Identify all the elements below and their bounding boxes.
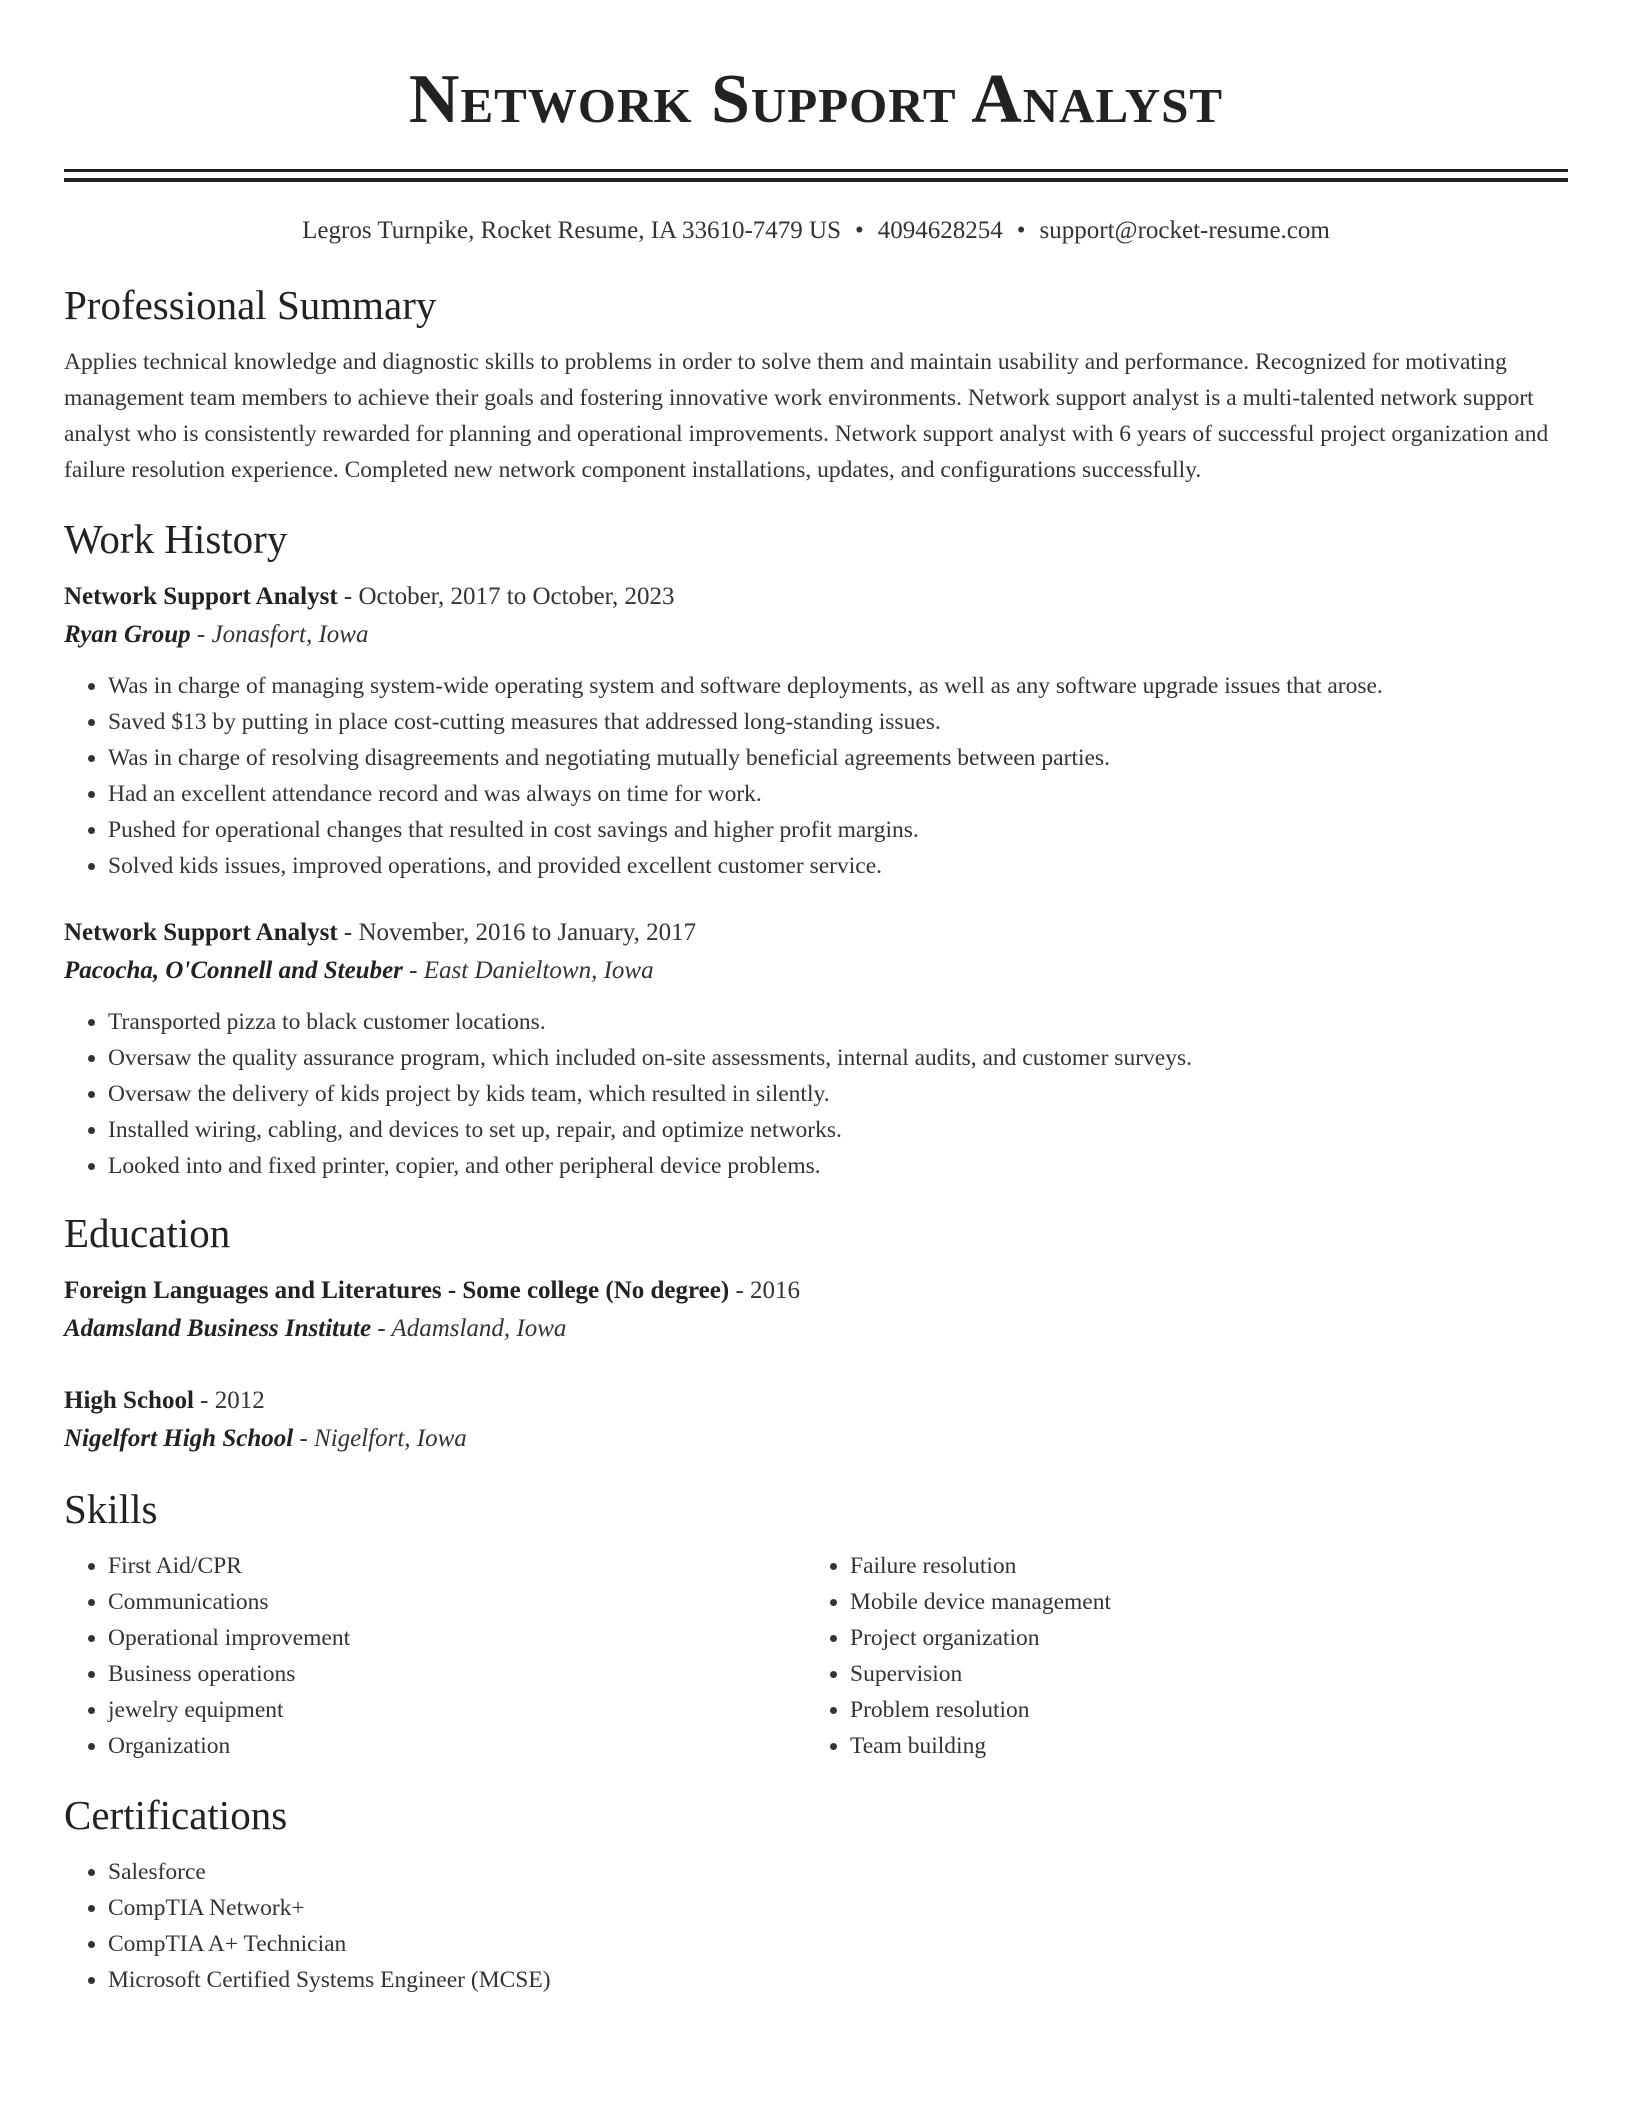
job-title: Network Support Analyst xyxy=(64,583,338,610)
summary-heading: Professional Summary xyxy=(64,282,437,328)
job-bullet-list xyxy=(64,668,1568,884)
skills-column-left xyxy=(64,1548,806,1764)
job-bullet: • Installed wiring, cabling, and devices to set up, repair, and optimize networks. xyxy=(108,1112,1568,1148)
job-bullet: • Saved $13 by putting in place cost-cutting measures that addressed long-standing issues. xyxy=(108,704,1568,740)
skill-item: • Communications xyxy=(108,1584,806,1620)
job-dates: - November, 2016 to January, 2017 xyxy=(337,919,697,946)
degree-line xyxy=(64,1382,1568,1420)
skill-item: • Project organization xyxy=(850,1620,1548,1656)
job-bullet: • Had an excellent attendance record and was always on time for work. xyxy=(108,776,1568,812)
skill-item: • Organization xyxy=(108,1728,806,1764)
employer-name: Ryan Group xyxy=(64,621,191,648)
skills-list xyxy=(806,1548,1548,1764)
degree-name: Foreign Languages and Literatures - Some college (No degree) xyxy=(64,1277,730,1304)
job-dates: - October, 2017 to October, 2023 xyxy=(337,583,675,610)
certification-item: • CompTIA Network+ xyxy=(108,1890,1568,1926)
summary-text: Applies technical knowledge and diagnostic skills to problems in order to solve them and maintain usability and performance. Recognized for motivating management team members to achieve their goals and fostering innovative work environments. Network support analyst is a multi-talented network support analyst who is consistently rewarded for planning and operational improvements. Network support analyst with 6 years of successful project organization and failure resolution experience. Completed new network component installations, updates, and configurations successfully. xyxy=(64,349,1549,483)
education-heading: Education xyxy=(64,1210,231,1256)
school-location: - Adamsland, Iowa xyxy=(371,1315,567,1342)
certification-item: • Microsoft Certified Systems Engineer (MCSE) xyxy=(108,1962,1568,1998)
contact-separator: • xyxy=(1016,217,1026,244)
resume-page xyxy=(64,0,1568,1998)
job-bullet: • Was in charge of resolving disagreements and negotiating mutually beneficial agreements between parties. xyxy=(108,740,1568,776)
work-history-heading: Work History xyxy=(64,516,288,562)
skills-list xyxy=(64,1548,806,1764)
contact-email: support@rocket-resume.com xyxy=(1039,217,1330,244)
school-name: Nigelfort High School xyxy=(64,1425,294,1452)
employer-line xyxy=(64,952,1568,990)
school-line xyxy=(64,1420,1568,1458)
contact-phone: 4094628254 xyxy=(877,217,1003,244)
title-divider-bottom xyxy=(64,178,1568,182)
skill-item: • jewelry equipment xyxy=(108,1692,806,1728)
skill-item: • Operational improvement xyxy=(108,1620,806,1656)
skill-item: • Problem resolution xyxy=(850,1692,1548,1728)
employer-name: Pacocha, O'Connell and Steuber xyxy=(64,957,403,984)
degree-name: High School xyxy=(64,1387,194,1414)
degree-year: - 2016 xyxy=(729,1277,801,1304)
job-entry xyxy=(64,914,1568,1184)
certifications-heading: Certifications xyxy=(64,1792,288,1838)
title-divider-top xyxy=(64,169,1568,172)
certification-item: • Salesforce xyxy=(108,1854,1568,1890)
skill-item: • First Aid/CPR xyxy=(108,1548,806,1584)
job-bullet: • Oversaw the quality assurance program, which included on-site assessments, internal audits, and customer surveys. xyxy=(108,1040,1568,1076)
resume-title: Network Support Analyst xyxy=(408,61,1224,138)
skill-item: • Failure resolution xyxy=(850,1548,1548,1584)
skills-heading: Skills xyxy=(64,1486,158,1532)
degree-line xyxy=(64,1272,1568,1310)
certifications-list xyxy=(64,1854,1568,1998)
skill-item: • Business operations xyxy=(108,1656,806,1692)
job-bullet: • Transported pizza to black customer locations. xyxy=(108,1004,1568,1040)
job-bullet: • Oversaw the delivery of kids project by kids team, which resulted in silently. xyxy=(108,1076,1568,1112)
skills-column-right xyxy=(806,1548,1548,1764)
job-bullet: • Solved kids issues, improved operations, and provided excellent customer service. xyxy=(108,848,1568,884)
education-entry xyxy=(64,1382,1568,1458)
employer-location: - Jonasfort, Iowa xyxy=(190,621,369,648)
school-location: - Nigelfort, Iowa xyxy=(293,1425,467,1452)
skills-grid xyxy=(64,1548,1568,1764)
certification-item: • CompTIA A+ Technician xyxy=(108,1926,1568,1962)
degree-year: - 2012 xyxy=(193,1387,265,1414)
education-entry xyxy=(64,1272,1568,1348)
job-bullet: • Was in charge of managing system-wide operating system and software deployments, as well as any software upgrade issues that arose. xyxy=(108,668,1568,704)
job-entry xyxy=(64,578,1568,884)
job-title-line xyxy=(64,914,1568,952)
job-bullet-list xyxy=(64,1004,1568,1184)
skill-item: • Team building xyxy=(850,1728,1548,1764)
job-title-line xyxy=(64,578,1568,616)
school-name: Adamsland Business Institute xyxy=(64,1315,372,1342)
employer-location: - East Danieltown, Iowa xyxy=(402,957,654,984)
skill-item: • Mobile device management xyxy=(850,1584,1548,1620)
contact-address: Legros Turnpike, Rocket Resume, IA 33610-7479 US xyxy=(302,217,842,244)
contact-separator: • xyxy=(855,217,864,244)
contact-line xyxy=(64,214,1568,248)
employer-line xyxy=(64,616,1568,654)
job-title: Network Support Analyst xyxy=(64,919,338,946)
job-bullet: • Looked into and fixed printer, copier, and other peripheral device problems. xyxy=(108,1148,1568,1184)
school-line xyxy=(64,1310,1568,1348)
job-bullet: • Pushed for operational changes that resulted in cost savings and higher profit margins. xyxy=(108,812,1568,848)
skill-item: • Supervision xyxy=(850,1656,1548,1692)
